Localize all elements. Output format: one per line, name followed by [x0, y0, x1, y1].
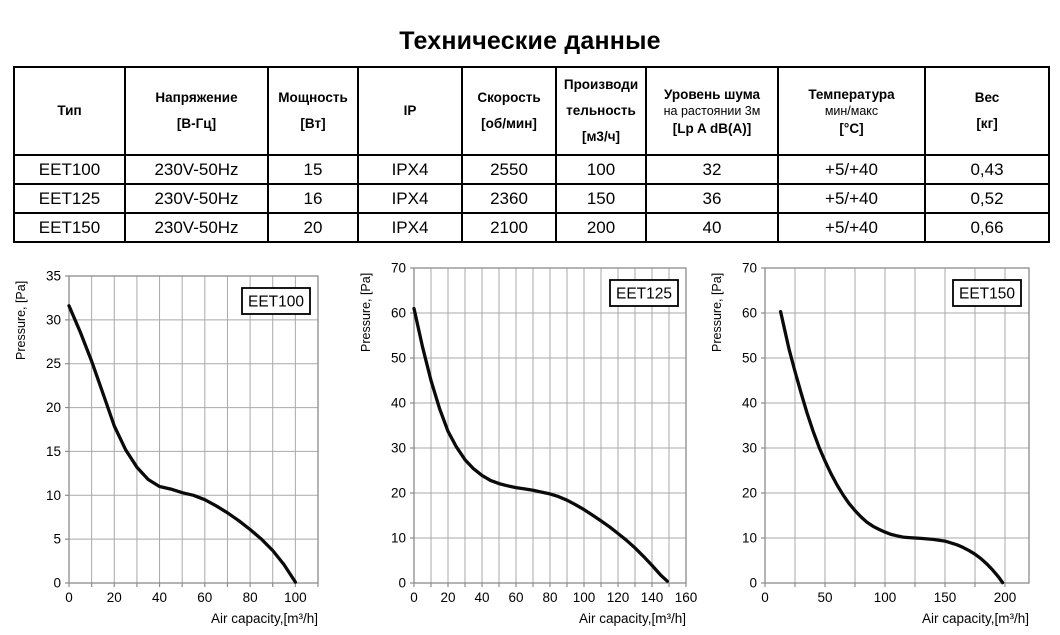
y-tick-label: 10 [741, 530, 757, 546]
table-row [14, 184, 1049, 213]
x-tick-label: 50 [817, 590, 833, 605]
column-header [925, 67, 1049, 155]
chart-label: EET125 [615, 285, 673, 303]
table-cell: 230V-50Hz [125, 184, 268, 213]
table-cell: 2550 [462, 155, 556, 184]
table-cell: 20 [268, 213, 358, 242]
y-tick-label: 20 [45, 400, 61, 416]
table-cell: 230V-50Hz [125, 155, 268, 184]
header-line: Мощность [278, 90, 348, 105]
header-line: [кг] [976, 116, 998, 131]
table-cell: IPX4 [358, 184, 462, 213]
table-cell: +5/+40 [778, 213, 925, 242]
header-line: [м3/ч] [581, 129, 621, 144]
x-tick-label: 160 [674, 590, 698, 605]
header-line: мин/макс [824, 103, 879, 118]
table-cell: 0,52 [925, 184, 1049, 213]
table-cell: +5/+40 [778, 184, 925, 213]
x-tick-label: 150 [933, 590, 957, 605]
x-tick-label: 40 [474, 590, 490, 605]
header-line: Производи [563, 77, 639, 92]
table-cell: 15 [268, 155, 358, 184]
header-line: Уровень шума [663, 86, 761, 102]
page-title: Технические данные [399, 26, 661, 55]
chart-eet150 [705, 255, 1060, 635]
y-axis-title: Pressure, [Pa] [14, 280, 28, 360]
table-cell: 2360 [462, 184, 556, 213]
table-row [14, 213, 1049, 242]
y-tick-label: 20 [741, 485, 757, 501]
y-tick-label: 30 [45, 312, 61, 328]
y-tick-label: 15 [45, 443, 61, 459]
table-cell: 200 [556, 213, 646, 242]
x-axis-title: Air capacity,[m³/h] [578, 611, 686, 626]
chart-label: EET150 [958, 285, 1016, 303]
y-tick-label: 30 [741, 440, 757, 456]
x-tick-label: 20 [106, 590, 122, 605]
y-tick-label: 30 [390, 440, 406, 456]
header-line: IP [403, 103, 417, 118]
x-tick-label: 120 [606, 590, 630, 605]
table-cell: IPX4 [358, 213, 462, 242]
x-tick-label: 80 [542, 590, 558, 605]
x-tick-label: 0 [410, 590, 418, 605]
column-header [358, 67, 462, 155]
header-line: Температура [808, 86, 895, 102]
y-tick-label: 70 [741, 260, 757, 276]
y-tick-label: 40 [741, 395, 757, 411]
header-line: [°C] [839, 120, 864, 136]
header-line: Вес [974, 90, 1000, 105]
y-tick-label: 70 [390, 260, 406, 276]
y-axis-title: Pressure, [Pa] [359, 272, 373, 352]
y-tick-label: 10 [45, 487, 61, 503]
header-line: тельность [566, 103, 636, 118]
column-header [268, 67, 358, 155]
table-cell: 0,43 [925, 155, 1049, 184]
column-header [778, 67, 925, 155]
column-header [462, 67, 556, 155]
column-header [125, 67, 268, 155]
table-row [14, 155, 1049, 184]
y-tick-label: 35 [45, 268, 61, 284]
x-tick-label: 0 [65, 590, 73, 605]
table-cell: 16 [268, 184, 358, 213]
header-line: Скорость [477, 90, 541, 105]
x-tick-label: 140 [640, 590, 664, 605]
y-tick-label: 0 [749, 575, 757, 591]
charts-area [0, 255, 1060, 635]
technical-data-table [13, 66, 1050, 243]
chart-label: EET100 [247, 293, 305, 311]
header-line: на растоянии 3м [663, 103, 761, 118]
table-cell: 40 [646, 213, 778, 242]
pressure-curve [781, 312, 1003, 583]
table-cell: EET125 [14, 184, 125, 213]
plot-border [69, 276, 318, 583]
table-cell: 230V-50Hz [125, 213, 268, 242]
x-tick-label: 60 [508, 590, 524, 605]
y-tick-label: 60 [390, 305, 406, 321]
x-axis-title: Air capacity,[m³/h] [210, 611, 318, 626]
y-tick-label: 40 [390, 395, 406, 411]
y-tick-label: 60 [741, 305, 757, 321]
x-tick-label: 100 [873, 590, 897, 605]
column-header [556, 67, 646, 155]
y-axis-title: Pressure, [Pa] [710, 272, 724, 352]
x-axis-title: Air capacity,[m³/h] [921, 611, 1029, 626]
y-tick-label: 5 [53, 531, 61, 547]
header-line: [Вт] [300, 116, 326, 131]
x-tick-label: 100 [284, 590, 307, 605]
y-tick-label: 0 [398, 575, 406, 591]
header-line: Тип [57, 103, 82, 118]
header-line: [В-Гц] [176, 116, 217, 131]
chart-eet125 [355, 255, 705, 635]
table-cell: 150 [556, 184, 646, 213]
y-tick-label: 50 [741, 350, 757, 366]
x-tick-label: 40 [152, 590, 168, 605]
x-tick-label: 100 [572, 590, 596, 605]
x-tick-label: 20 [440, 590, 456, 605]
x-tick-label: 80 [242, 590, 258, 605]
table-cell: 100 [556, 155, 646, 184]
chart-eet100 [0, 255, 350, 635]
table-header-row [14, 67, 1049, 155]
table-cell: 0,66 [925, 213, 1049, 242]
pressure-curve [414, 309, 667, 582]
column-header [14, 67, 125, 155]
table-cell: 32 [646, 155, 778, 184]
header-line: [об/мин] [481, 116, 537, 131]
table-cell: +5/+40 [778, 155, 925, 184]
table-cell: EET100 [14, 155, 125, 184]
table-cell: EET150 [14, 213, 125, 242]
y-tick-label: 0 [53, 575, 61, 591]
header-line: Напряжение [155, 90, 238, 105]
x-tick-label: 0 [761, 590, 769, 605]
x-tick-label: 60 [197, 590, 213, 605]
y-tick-label: 25 [45, 356, 61, 372]
header-line: [Lp A dB(A)] [672, 120, 752, 136]
y-tick-label: 10 [390, 530, 406, 546]
y-tick-label: 20 [390, 485, 406, 501]
column-header [646, 67, 778, 155]
table-cell: 2100 [462, 213, 556, 242]
table-cell: 36 [646, 184, 778, 213]
y-tick-label: 50 [390, 350, 406, 366]
table-cell: IPX4 [358, 155, 462, 184]
x-tick-label: 200 [993, 590, 1017, 605]
